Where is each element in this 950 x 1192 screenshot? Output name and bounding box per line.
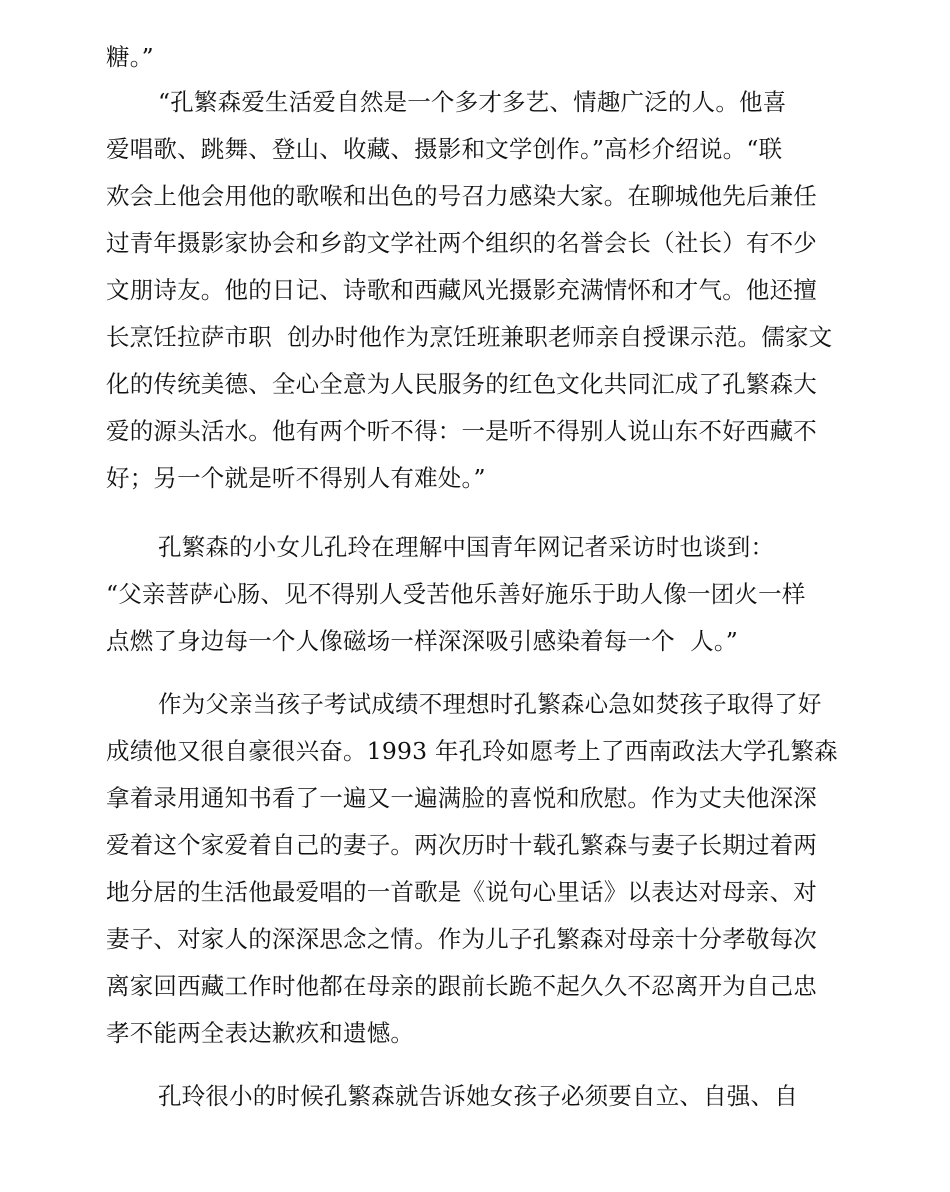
text-line: 妻子、对家人的深深思念之情。作为儿子孔繁森对母亲十分孝敬每次	[106, 925, 817, 953]
text-line: 好；另一个就是听不得别人有难处。”	[106, 464, 486, 492]
text-line: 孔繁森的小女儿孔玲在理解中国青年网记者采访时也谈到：	[158, 533, 775, 561]
text-line: 作为父亲当孩子考试成绩不理想时孔繁森心急如焚孩子取得了好	[158, 690, 822, 718]
text-line: 糖。”	[106, 43, 154, 71]
text-line: 化的传统美德、全心全意为人民服务的红色文化共同汇成了孔繁森大	[106, 370, 817, 398]
text-line: 点燃了身边每一个人像磁场一样深深吸引感染着每一个 人。”	[106, 627, 739, 655]
text-line: 爱唱歌、跳舞、登山、收藏、摄影和文学创作。”高杉介绍说。“联	[106, 135, 783, 163]
text-line: 成绩他又很自豪很兴奋。1993 年孔玲如愿考上了西南政法大学孔繁森	[106, 737, 838, 765]
text-line: 孔玲很小的时候孔繁森就告诉她女孩子必须要自立、自强、自	[158, 1082, 798, 1110]
text-line: 过青年摄影家协会和乡韵文学社两个组织的名誉会长（社长）有不少	[106, 229, 817, 257]
text-line: 欢会上他会用他的歌喉和出色的号召力感染大家。在聊城他先后兼任	[106, 182, 817, 210]
text-line: 孝不能两全表达歉疚和遗憾。	[106, 1019, 415, 1047]
text-line: 爱的源头活水。他有两个听不得：一是听不得别人说山东不好西藏不	[106, 417, 817, 445]
text-line: “父亲菩萨心肠、见不得别人受苦他乐善好施乐于助人像一团火一样	[106, 580, 806, 608]
text-line: 长烹饪拉萨市职 创办时他作为烹饪班兼职老师亲自授课示范。儒家文	[106, 323, 833, 351]
text-line: 地分居的生活他最爱唱的一首歌是《说句心里话》以表达对母亲、对	[106, 878, 817, 906]
text-line: 文朋诗友。他的日记、诗歌和西藏风光摄影充满情怀和才气。他还擅	[106, 276, 817, 304]
text-line: 离家回西藏工作时他都在母亲的跟前长跪不起久久不忍离开为自己忠	[106, 972, 817, 1000]
text-line: 爱着这个家爱着自己的妻子。两次历时十载孔繁森与妻子长期过着两	[106, 831, 817, 859]
text-line: “孔繁森爱生活爱自然是一个多才多艺、情趣广泛的人。他喜	[158, 88, 787, 116]
text-line: 拿着录用通知书看了一遍又一遍满脸的喜悦和欣慰。作为丈夫他深深	[106, 784, 817, 812]
